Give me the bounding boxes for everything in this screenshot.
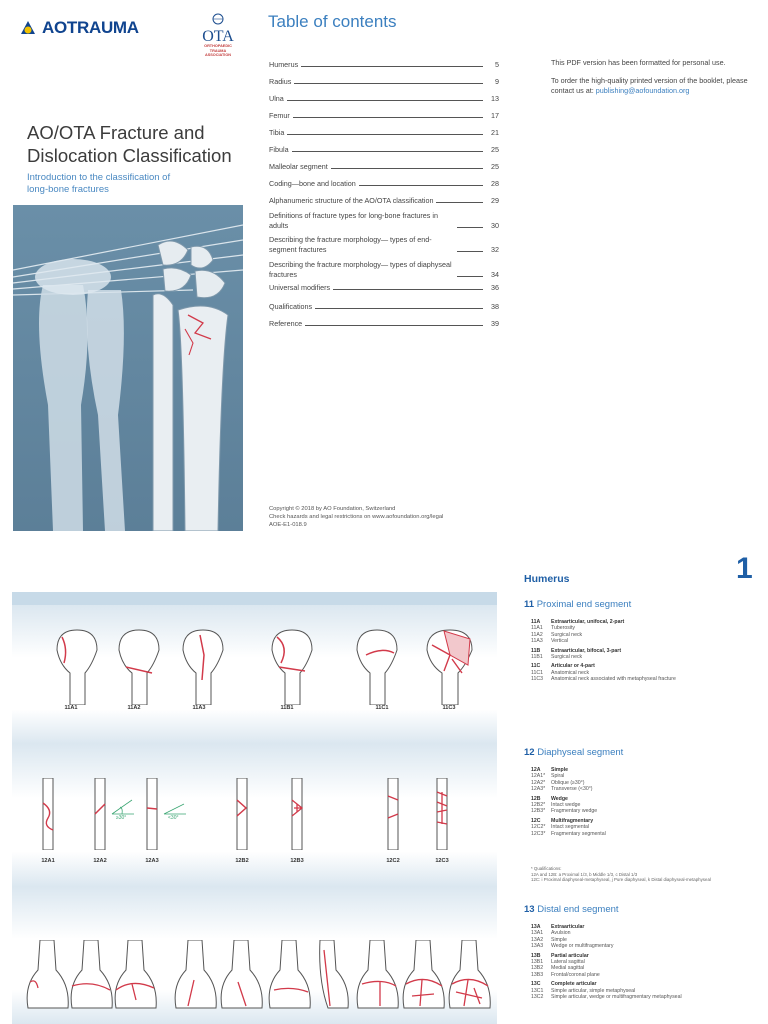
ota-logo-sub-1: ORTHOPAEDIC: [204, 44, 232, 48]
figure-label: 12B2: [235, 858, 249, 864]
code-desc: Surgical neck: [551, 631, 583, 638]
toc-item-label: Universal modifiers: [269, 283, 331, 292]
copyright-line-2: Check hazards and legal restrictions on www.aofoundation.org/legal: [269, 513, 444, 520]
copyright-line-1: Copyright © 2018 by AO Foundation, Switzerland: [269, 506, 396, 512]
code: 11B1: [531, 654, 543, 661]
bone-12C3: [432, 778, 452, 850]
code: 12B: [531, 795, 541, 802]
cover-subtitle-line-1: Introduction to the classification of: [27, 172, 171, 183]
code: 13B1: [531, 959, 544, 966]
code-desc: Wedge: [551, 795, 568, 802]
code: 12A1*: [531, 773, 546, 780]
code: 13C1: [531, 987, 544, 994]
diaphyseal-figures: [12, 778, 497, 868]
segment-title-13: [524, 904, 619, 915]
code: 12A3*: [531, 786, 546, 793]
bone-12A3: [144, 778, 160, 850]
toc-item-page: 38: [491, 302, 499, 311]
toc-item[interactable]: [269, 194, 499, 205]
toc-list: [269, 58, 499, 328]
code: 11A3: [531, 638, 543, 645]
chapter-number: 1: [736, 552, 753, 585]
figure-label: 11B1: [280, 705, 294, 711]
code: 13B3: [531, 971, 544, 978]
code-desc: Vertical: [551, 638, 569, 645]
angle-label-oblique: ≥30°: [116, 815, 127, 821]
cover-subtitle-line-2: long-bone fractures: [27, 184, 109, 195]
code-desc: Simple: [551, 936, 567, 943]
ota-logo-sub-2: TRAUMA: [209, 48, 227, 53]
figure-panel-header: [12, 592, 497, 605]
aotrauma-logo-text: AOTRAUMA: [42, 18, 139, 37]
toc-item[interactable]: [269, 126, 499, 137]
toc-item[interactable]: [269, 281, 499, 292]
toc-item-page: 39: [491, 319, 499, 328]
code-desc: Anatomical neck: [551, 669, 590, 676]
code-desc: Fragmentary segmental: [551, 830, 606, 837]
code: 11C3: [531, 676, 544, 683]
toc-item-label: Malleolar segment: [269, 162, 328, 171]
code-desc: Fragmentary wedge: [551, 808, 598, 815]
code-desc: Surgical neck: [551, 654, 583, 661]
code: 12C3*: [531, 830, 546, 837]
ota-logo-sub-3: ASSOCIATION: [204, 53, 232, 58]
footnote-line: 12C: i Proximal diaphyseal-metaphyseal, j Pure diaphyseal, k Distal diaphyseal-metaphyseal: [531, 877, 711, 883]
toc-item-page: 28: [491, 179, 499, 188]
toc-item-page: 36: [491, 283, 499, 292]
toc-item[interactable]: [269, 109, 499, 120]
toc-item-label: Describing the fracture morphology— types of diaphyseal fractures: [269, 260, 452, 279]
cover-title-line-2: Dislocation Classification: [27, 145, 232, 166]
code-desc: Medial sagittal: [551, 965, 585, 972]
code-desc: Extraarticular, bifocal, 3-part: [551, 647, 622, 654]
code: 11C: [531, 663, 541, 670]
code-desc: Complete articular: [551, 981, 597, 988]
toc-item-page: 30: [491, 221, 499, 230]
bone-12C2: [384, 778, 402, 850]
code: 13B: [531, 952, 541, 959]
segment-title-12: [524, 747, 623, 758]
toc-item[interactable]: [269, 259, 499, 279]
code-desc: Wedge or multifragmentary: [551, 943, 614, 950]
toc-item-label: Alphanumeric structure of the AO/OTA classification: [269, 196, 434, 205]
code: 11B: [531, 647, 541, 654]
toc-item-page: 25: [491, 162, 499, 171]
toc-item[interactable]: [269, 92, 499, 103]
proximal-figures: [12, 625, 497, 715]
code-desc: Anatomical neck associated with metaphyseal fracture: [551, 676, 676, 683]
toc-item-label: Coding—bone and location: [269, 179, 356, 188]
code-desc: Extraarticular, unifocal, 2-part: [551, 619, 625, 625]
qualifications-footnote: [531, 866, 756, 883]
toc-item[interactable]: [269, 160, 499, 171]
code: 12B3*: [531, 808, 546, 815]
segment-number: 12: [524, 747, 535, 758]
segment-name: Proximal end segment: [536, 599, 632, 610]
code-desc: Lateral sagittal: [551, 959, 585, 966]
code: 11A1: [531, 625, 543, 632]
code-desc: Frontal/coronal plane: [551, 971, 600, 978]
publishing-email-link[interactable]: publishing@aofoundation.org: [595, 85, 690, 95]
figure-label: 12A3: [145, 858, 159, 864]
code: 13A2: [531, 936, 544, 943]
code: 12C2*: [531, 824, 546, 831]
code-desc: Tuberosity: [551, 625, 576, 632]
segment-title-11: [524, 599, 631, 610]
toc-item-label: Ulna: [269, 94, 284, 103]
toc-item-page: 9: [495, 77, 499, 86]
cover-title-line-1: AO/OTA Fracture and: [27, 122, 205, 143]
angle-label-transverse: <30°: [168, 815, 179, 821]
toc-item-label: Definitions of fracture types for long-bone fractures in adults: [269, 211, 438, 230]
cover-xray-image: [13, 205, 243, 531]
toc-item-label: Reference: [269, 319, 303, 328]
segment-number: 13: [524, 904, 535, 915]
bone-11C3: [422, 625, 478, 705]
code: 12A2*: [531, 779, 546, 786]
figure-label: 12C3: [435, 858, 449, 864]
toc-item-label: Humerus: [269, 60, 299, 69]
figure-label: 12C2: [386, 858, 400, 864]
code-desc: Oblique (≥30°): [551, 779, 585, 786]
toc-item[interactable]: [269, 300, 499, 311]
ota-logo-text: OTA: [202, 28, 234, 45]
codes-11: [531, 619, 756, 686]
toc-item-label: Femur: [269, 111, 290, 120]
bone-11B1: [267, 625, 317, 705]
toc-item[interactable]: [269, 317, 499, 328]
code-desc: Simple articular, wedge or multifragmentary metaphyseal: [551, 994, 682, 1001]
figure-label: 11A2: [127, 705, 141, 711]
code: 12B2*: [531, 802, 546, 809]
toc-item-page: 29: [491, 196, 499, 205]
cover-subtitle: [27, 172, 227, 196]
code: 13C: [531, 981, 541, 988]
figure-label: 12B3: [290, 858, 304, 864]
toc-item[interactable]: [269, 234, 499, 254]
code-desc: Intact wedge: [551, 802, 581, 809]
toc-item[interactable]: [269, 58, 499, 69]
toc-item[interactable]: [269, 210, 499, 230]
toc-item[interactable]: [269, 177, 499, 188]
note-line-2: To order the high-quality printed version of the booklet, please contact us at:: [551, 75, 748, 95]
bone-12A2: [92, 778, 108, 850]
toc-item-page: 21: [491, 128, 499, 137]
figure-label: 11A1: [64, 705, 78, 711]
toc-item-page: 13: [491, 94, 499, 103]
code: 13A3: [531, 943, 544, 950]
code-desc: Extraarticular: [551, 924, 585, 930]
code: 13C2: [531, 994, 544, 1001]
code: 13A1: [531, 930, 544, 937]
footnote-line: 12A and 12B: a Proximal 1/3, b Middle 1/3, c Distal 1/3: [531, 871, 638, 877]
toc-item-label: Tibia: [269, 128, 285, 137]
figure-label: 11A3: [192, 705, 206, 711]
globe-icon: [20, 20, 36, 36]
toc-item-page: 32: [491, 245, 499, 254]
bone-12A1: [40, 778, 56, 850]
toc-item-page: 25: [491, 145, 499, 154]
toc-item-label: Describing the fracture morphology— types of end-segment fractures: [269, 235, 432, 254]
code: 13B2: [531, 965, 544, 972]
toc-item-label: Fibula: [269, 145, 289, 154]
section-title-humerus: Humerus: [524, 573, 570, 585]
code-desc: Simple articular, simple metaphyseal: [551, 987, 636, 994]
figure-label: 11C1: [375, 705, 389, 711]
toc-item-page: 34: [491, 270, 499, 279]
bone-12B2: [234, 778, 250, 850]
codes-12: [531, 767, 756, 840]
code-desc: Partial articular: [551, 952, 589, 959]
footnote-line: * Qualifications:: [531, 866, 562, 871]
figure-label: 12A1: [41, 858, 55, 864]
toc-item-label: Radius: [269, 77, 292, 86]
code: 12C: [531, 817, 541, 824]
print-order-note: [551, 58, 751, 95]
code: 13A: [531, 924, 541, 930]
toc-item-page: 5: [495, 60, 499, 69]
bone-11A2: [114, 625, 164, 705]
copyright-line-3: AOE-E1-018.9: [269, 521, 307, 528]
codes-13: [531, 924, 756, 1003]
copyright-block: [269, 506, 443, 529]
toc-item-page: 17: [491, 111, 499, 120]
figure-label: 12A2: [93, 858, 107, 864]
segment-name: Distal end segment: [537, 904, 619, 915]
toc-item[interactable]: [269, 75, 499, 86]
code-desc: Articular or 4-part: [551, 663, 595, 670]
code: 12A: [531, 767, 541, 773]
figure-label: 11C3: [442, 705, 456, 711]
bone-12B3: [289, 778, 305, 850]
code-desc: Transverse (<30°): [551, 786, 593, 793]
code-desc: Simple: [551, 767, 569, 773]
cover-title: [27, 121, 232, 167]
code: 11A2: [531, 631, 543, 638]
code: 11A: [531, 619, 541, 625]
toc-item[interactable]: [269, 143, 499, 154]
code-desc: Multifragmentary: [551, 817, 594, 824]
code-desc: Intact segmental: [551, 824, 590, 831]
toc-heading: Table of contents: [268, 12, 397, 31]
toc-item-label: Qualifications: [269, 302, 313, 311]
code: 11C1: [531, 669, 544, 676]
distal-figures: [12, 940, 497, 1024]
code-desc: Avulsion: [551, 930, 571, 937]
bone-11C1: [352, 625, 402, 705]
bone-11A1: [52, 625, 102, 705]
code-desc: Spiral: [551, 773, 565, 780]
aotrauma-logo: [20, 18, 139, 38]
note-line-1: This PDF version has been formatted for personal use.: [551, 58, 726, 67]
ota-globe-icon: [208, 13, 228, 25]
bone-11A3: [178, 625, 228, 705]
segment-number: 11: [524, 599, 535, 610]
segment-name: Diaphyseal segment: [537, 747, 624, 758]
ota-logo: [196, 12, 240, 58]
